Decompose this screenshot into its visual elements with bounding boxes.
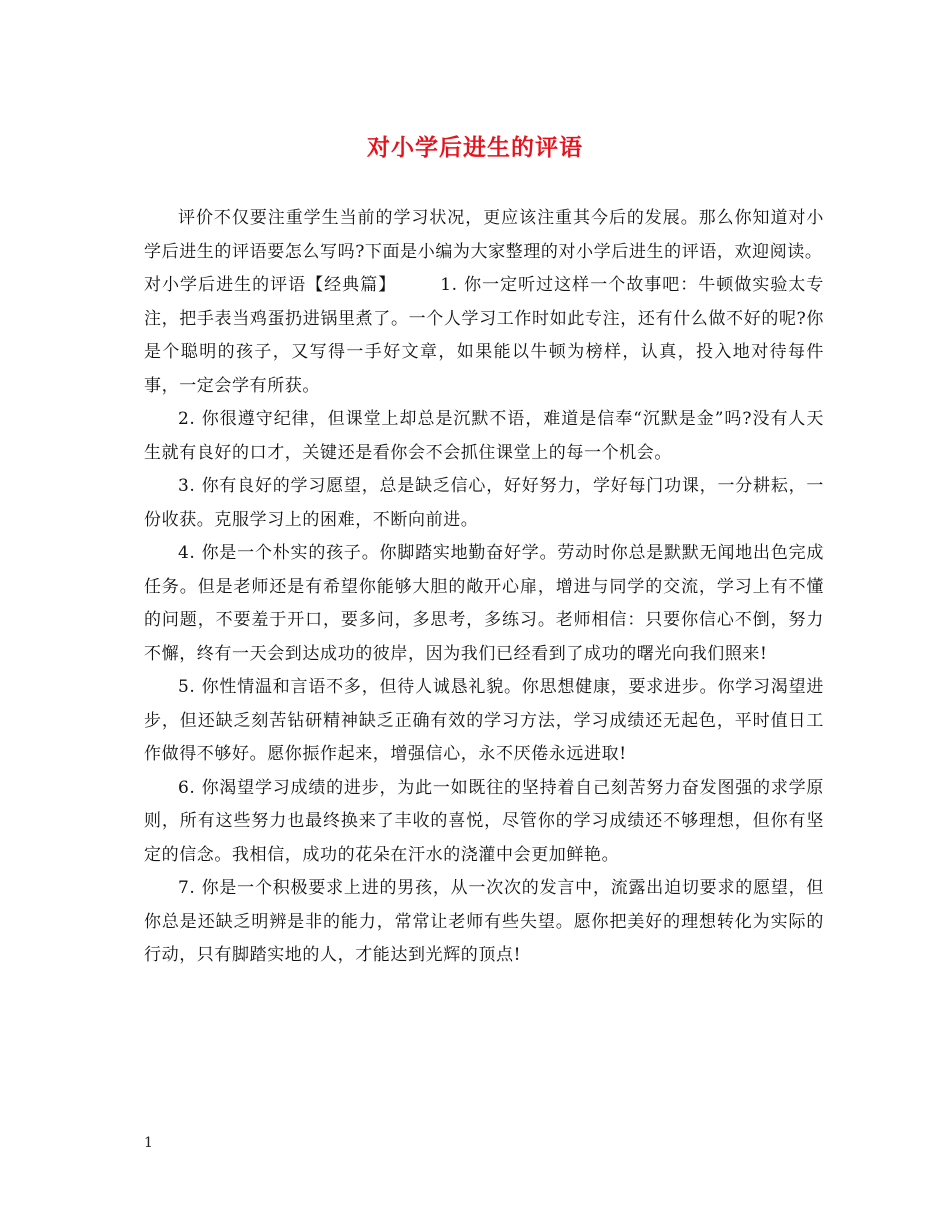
- document-body: [144, 202, 824, 973]
- intro-paragraph: 评价不仅要注重学生当前的学习状况，更应该注重其今后的发展。那么你知道对小学后进生的评语要怎么写吗?下面是小编为大家整理的对小学后进生的评语，欢迎阅读。: [144, 208, 824, 262]
- section-paragraph-1: [144, 269, 824, 403]
- comment-item-2: 2. 你很遵守纪律，但课堂上却总是沉默不语，难道是信奉“沉默是金”吗?没有人天生就有良好的口才，关键还是看你会不会抓住课堂上的每一个机会。: [144, 409, 824, 463]
- comment-item-4: 4. 你是一个朴实的孩子。你脚踏实地勤奋好学。劳动时你总是默默无闻地出色完成任务。但是老师还是有希望你能够大胆的敞开心扉，增进与同学的交流，学习上有不懂的问题，不要羞于开口，要多问，多思考，多练习。老师相信：只要你信心不倒，努力不懈，终有一天会到达成功的彼岸，因为我们已经看到了成功的曙光向我们照来!: [144, 543, 824, 664]
- page-number: 1: [144, 1135, 153, 1151]
- comment-item-3: 3. 你有良好的学习愿望，总是缺乏信心，好好努力，学好每门功课，一分耕耘，一份收获。克服学习上的困难，不断向前进。: [144, 476, 824, 530]
- comment-item-1: 1. 你一定听过这样一个故事吧：牛顿做实验太专注，把手表当鸡蛋扔进锅里煮了。一个人学习工作时如此专注，还有什么做不好的呢?你是个聪明的孩子，又写得一手好文章，如果能以牛顿为榜样，认真，投入地对待每件事，一定会学有所获。: [144, 275, 824, 396]
- comment-item-7: 7. 你是一个积极要求上进的男孩，从一次次的发言中，流露出迫切要求的愿望，但你总是还缺乏明辨是非的能力，常常让老师有些失望。愿你把美好的理想转化为实际的行动，只有脚踏实地的人，才能达到光辉的顶点!: [144, 878, 824, 965]
- comment-item-5: 5. 你性情温和言语不多，但待人诚恳礼貌。你思想健康，要求进步。你学习渴望进步，但还缺乏刻苦钻研精神缺乏正确有效的学习方法，学习成绩还无起色，平时值日工作做得不够好。愿你振作起来，增强信心，永不厌倦永远进取!: [144, 677, 824, 764]
- document-title: 对小学后进生的评语: [367, 134, 583, 161]
- section-heading: 对小学后进生的评语【经典篇】: [144, 275, 397, 295]
- comment-item-6: 6. 你渴望学习成绩的进步，为此一如既往的坚持着自己刻苦努力奋发图强的求学原则，所有这些努力也最终换来了丰收的喜悦，尽管你的学习成绩还不够理想，但你有坚定的信念。我相信，成功的花朵在汗水的浇灌中会更加鲜艳。: [144, 777, 824, 865]
